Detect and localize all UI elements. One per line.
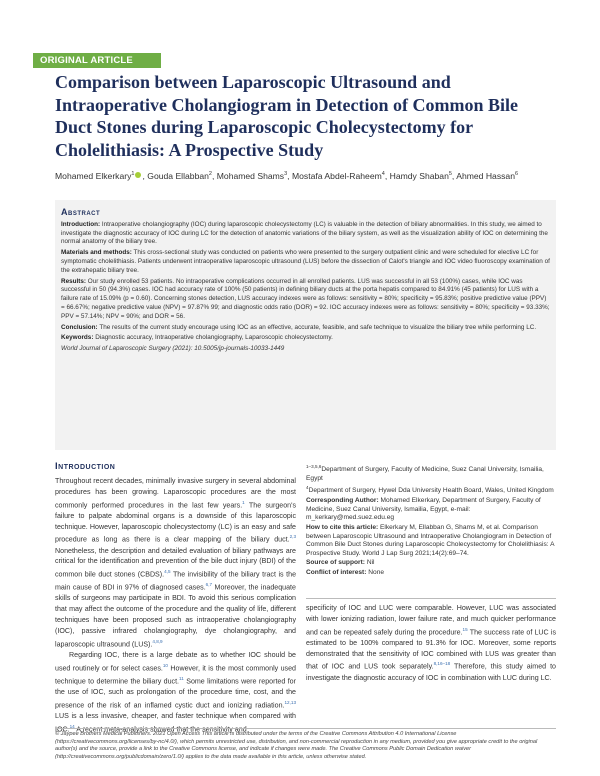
affiliation-number: 1 xyxy=(131,171,135,178)
reference-link[interactable]: 8,16–18 xyxy=(433,661,451,667)
affiliations-block xyxy=(306,463,556,579)
reference-link[interactable]: 12,13 xyxy=(284,699,296,705)
corresponding-author: Corresponding Author: Mohamed Elkerkary, Department of Surgery, Faculty of Medicine, Suez Canal University, Ismailia, Egypt, e-mail: m_kerkary@med.suez.edu.eg xyxy=(306,497,541,522)
author-name[interactable]: Hamdy Shaban xyxy=(389,171,449,181)
affiliation: $^{1-3,5,6}$Department of Surgery, Faculty of Medicine, Suez Canal University, Ismailia, Egypt xyxy=(306,464,544,482)
orcid-icon[interactable] xyxy=(135,172,141,178)
author-name[interactable]: Ahmed Hassan xyxy=(456,171,515,181)
reference-link[interactable]: 11 xyxy=(179,675,184,681)
abstract-keywords: Keywords: Diagnostic accuracy, Intraoperative cholangiography, Laparoscopic cholecystectomy. xyxy=(61,334,333,342)
affiliation-number: 6 xyxy=(515,171,519,178)
introduction-heading: Introduction xyxy=(55,461,116,472)
paragraph: Regarding IOC, there is a large debate as to whether IOC should be used routinely or for select cases.$^{10}$ However, it is the most commonly used technique to determine the biliary duct.$^{11}$ Some limitations were reported for the use of IOC, such as prolongation of the procedure time, cost, and the presence of the risk of an inflamed cystic duct and ionizing radiation.$^{12,13}$ LUS is a less invasive, cheaper, and faster technique when compared with IOC.$^{14}$ A recent meta-analysis showed that the sensitivity and xyxy=(55,650,296,733)
affiliation-number: 2 xyxy=(208,171,212,178)
how-to-cite: How to cite this article: Elkerkary M, Ellabban G, Shams M, et al. Comparison between Laparoscopic Ultrasound and Intraoperative Cholangiogram in Detection of Common Bile Duct Stones during Laparoscopic Cholecystectomy for Cholelithiasis: A Prospective Study. World J Lap Surg 2021;14(2):69–74. xyxy=(306,523,555,557)
introduction-body xyxy=(55,476,296,735)
reference-link[interactable]: 4,5 xyxy=(164,569,171,575)
license-footer: © Jaypee Brothers Medical Publishers. 2021 Open Access This article is distributed under the terms of the Creative Commons Attribution 4.0 International License (https://creativecommons.org/licenses/by-nc/4.0/), which permits unrestricted use, distribution, and non-commercial reproduction in any medium, provided you give appropriate credit to the original author(s) and the source, provide a link to the Creative Commons license, and indicate if changes were made. The Creative Commons Public Domain Dedication waiver (http://creativecommons.org/publicdomain/zero/1.0/) applies to the data made available in this article, unless otherwise stated. xyxy=(55,731,538,760)
affiliation: $^4$Department of Surgery, Hywel Dda University Health Board, Wales, United Kingdom xyxy=(306,485,554,495)
affiliation-number: 4 xyxy=(381,171,385,178)
affiliation-number: 5 xyxy=(448,171,452,178)
abstract-box xyxy=(55,200,556,450)
author-name[interactable]: Mostafa Abdel-Raheem xyxy=(291,171,382,181)
reference-link[interactable]: 15 xyxy=(462,626,468,632)
abstract-introduction: Introduction: Intraoperative cholangiography (IOC) during laparoscopic cholecystectomy (LC) is valuable in the detection of biliary abnormalities. In this study, we aimed to investigate the diagnostic accuracy of IOC during LC for the detection of anatomic variations of the biliary system, as well as the visualization ability of IOC on determining the normal anatomy of the biliary tree. xyxy=(61,220,548,246)
article-title: Comparison between Laparoscopic Ultrasound and Intraoperative Cholangiogram in Detection of Common Bile Duct Stones during Laparoscopic Cholecystectomy for Cholelithiasis: A Prospective Study xyxy=(55,72,518,160)
article-type-badge: ORIGINAL ARTICLE xyxy=(33,53,161,68)
reference-link[interactable]: 4,8,9 xyxy=(152,638,163,644)
author-name[interactable]: Mohamed Shams xyxy=(216,171,285,181)
reference-link[interactable]: 1 xyxy=(242,499,245,505)
divider xyxy=(55,728,556,729)
source-of-support: Source of support: Nil xyxy=(306,559,375,567)
reference-link[interactable]: 14 xyxy=(69,723,75,729)
divider xyxy=(306,598,556,599)
abstract-heading: Abstract xyxy=(61,207,101,217)
paragraph: Throughout recent decades, minimally invasive surgery in several abdominal procedures has been growing. Laparoscopic procedures are the most commonly performed procedures in the last few years.$^1$ The surgeon's failure to palpate abdominal organs is a downside of this laparoscopic technique. However, laparoscopic cholecystectomy (LC) is an easy and safe procedure as long as there is a clear mapping of the biliary duct.$^{2,3}$ Nonetheless, the description and detailed evaluation of biliary pathways are critical for the identification and prevention of the bile duct injury (BDI) of the common bile duct stones (CBDS).$^{4,5}$ The invisibility of the biliary tract is the main cause of BDI in 97% of diagnosed cases.$^{6,7}$ Moreover, the inadequate skills of surgeons may participate in BDI. To avoid this serious complication that may affect the outcome of the procedure and the quality of life, different techniques have been proposed such as intraoperative cholangiography (IOC), passive infrared cholangiography, dye cholangiography, and laparoscopic ultrasound (LUS).$^{4,8,9}$ xyxy=(55,477,297,648)
abstract-results: Results: Our study enrolled 53 patients. No intraoperative complications occurred in all enrolled patients. LUS was successful in all 53 (100%) cases, while IOC was successful in 50 (94.3%) cases. IOC had accuracy rate of 100% (50 patients) in defining biliary ducts at the porta hepatis compared to 84.91% (45 patients) for LUS with a failure rate of 15.09% (p = 0.60). Concerning stones detection, LUS accuracy indexes were as follows: sensitivity = 80%; specificity = 95.83%; positive predictive value (PPV) = 66.67%; negative predictive value (NPV) = 97.87% 99; and diagnostic odds ratio (DOR) = 92. IOC accuracy indexes were as follows: sensitivity = 80%; specificity = 93.33%; PPV = 57.14%; NPV = 90%; and DOR = 56. xyxy=(61,277,550,320)
reference-link[interactable]: 2,3 xyxy=(289,534,296,540)
author-list: Mohamed Elkerkary$^1$ , Gouda Ellabban$^2$, Mohamed Shams$^3$, Mostafa Abdel-Raheem$^4$, Hamdy Shaban$^5$, Ahmed Hassan$^6$ xyxy=(55,171,519,181)
abstract-methods: Materials and methods: This cross-sectional study was conducted on patients who were presented to the surgery outpatient clinic and were scheduled for elective LC for symptomatic cholelithiasis. Patients underwent intraoperative laparoscopic ultrasound (LUS) before the dissection of Calot's triangle and IOC video fluoroscopy examination of the extrahepatic biliary tree. xyxy=(61,249,550,274)
paragraph: specificity of IOC and LUC were comparable. However, LUC was associated with lower ionizing radiation, lower failure rate, and much quicker performance and can be repeated safely during the procedure.$^{15}$ The success rate of LUC is estimated to be 100% compared to 91.3% for IOC. Moreover, some reports demonstrated that the sensitivity of IOC combined with LUS was greater than that of IOC and LUS took separately.$^{8,16-18}$ Therefore, this study aimed to investigate the diagnostic accuracy of IOC in combination with LUC during LC. xyxy=(306,604,557,682)
abstract-conclusion: Conclusion: The results of the current study encourage using IOC as an effective, accurate, feasible, and safe technique to visualize the biliary tree while performing LC. xyxy=(61,323,537,331)
conflict-of-interest: Conflict of interest: None xyxy=(306,568,385,576)
reference-link[interactable]: 10 xyxy=(162,662,168,668)
introduction-continued xyxy=(306,603,556,683)
affiliation-number: 3 xyxy=(284,171,288,178)
author-name[interactable]: Mohamed Elkerkary xyxy=(55,171,132,181)
reference-link[interactable]: 6,7 xyxy=(205,582,213,588)
author-name[interactable]: Gouda Ellabban xyxy=(147,171,209,181)
journal-citation[interactable]: World Journal of Laparoscopic Surgery (2021): 10.5005/jp-journals-10033-1449 xyxy=(61,345,285,353)
